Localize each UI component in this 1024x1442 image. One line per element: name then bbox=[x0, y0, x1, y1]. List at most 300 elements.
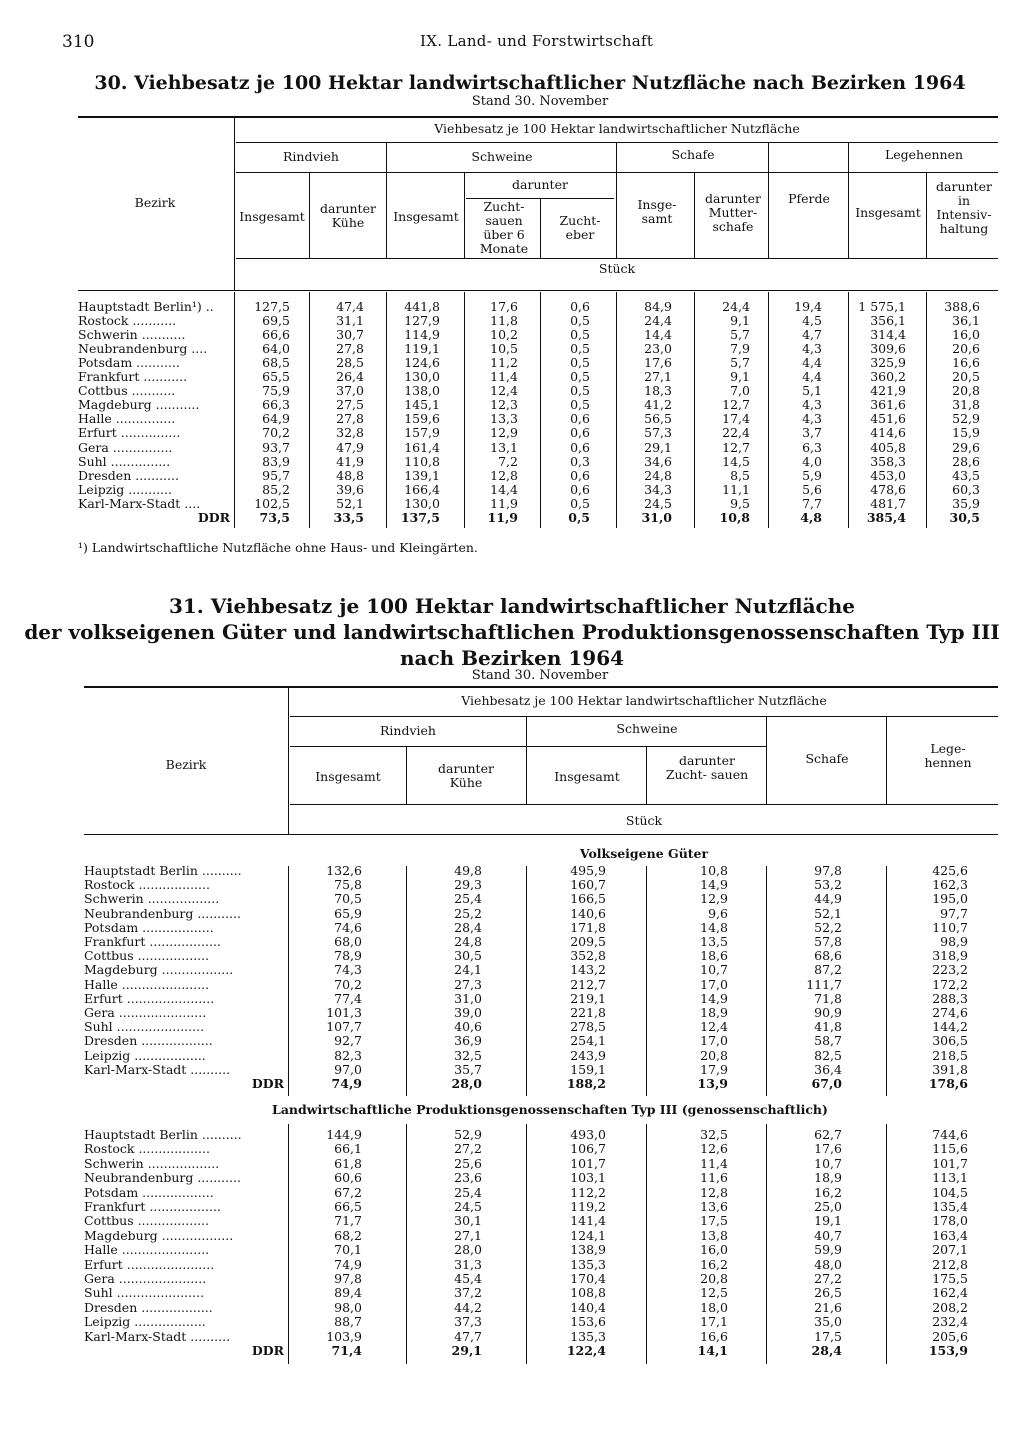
table-cell: 11,8 bbox=[490, 313, 518, 329]
row-label: Cottbus ........... bbox=[78, 384, 176, 399]
table-cell: 16,0 bbox=[700, 1242, 728, 1258]
table-cell: 34,3 bbox=[644, 481, 672, 497]
table-cell: 18,6 bbox=[700, 948, 728, 964]
table-cell: 21,6 bbox=[814, 1299, 842, 1315]
row-label: Neubrandenburg ........... bbox=[84, 906, 242, 921]
table-cell: 137,5 bbox=[400, 509, 440, 525]
table-cell: 40,6 bbox=[454, 1019, 482, 1035]
table-cell: 421,9 bbox=[870, 383, 906, 399]
table-cell: 24,1 bbox=[454, 962, 482, 978]
table-cell: 28,0 bbox=[451, 1076, 482, 1091]
table-cell: 29,6 bbox=[952, 439, 980, 455]
table-cell: 49,8 bbox=[454, 863, 482, 878]
row-label: Hauptstadt Berlin .......... bbox=[84, 864, 242, 878]
table-cell: 4,7 bbox=[802, 327, 822, 343]
table-cell: 27,8 bbox=[336, 411, 364, 427]
row-label: Gera ............... bbox=[78, 440, 173, 455]
table-cell: 11,1 bbox=[722, 481, 750, 497]
table-cell: 388,6 bbox=[944, 299, 980, 314]
table-cell: 60,3 bbox=[952, 481, 980, 497]
table31-title-line1: 31. Viehbesatz je 100 Hektar landwirtschaftlicher Nutzfläche bbox=[168, 594, 856, 618]
table-cell: 10,7 bbox=[814, 1155, 842, 1171]
table-cell: 35,9 bbox=[952, 495, 980, 511]
row-label: Dresden .................. bbox=[84, 1034, 213, 1049]
table-cell: 74,9 bbox=[334, 1256, 362, 1272]
table-cell: 23,0 bbox=[644, 341, 672, 357]
table-cell: 45,4 bbox=[454, 1271, 482, 1286]
row-label: Schwerin .................. bbox=[84, 892, 220, 907]
table-cell: 139,1 bbox=[404, 467, 440, 483]
table-cell: 0,6 bbox=[570, 425, 590, 441]
table30-subtitle: Stand 30. November bbox=[471, 94, 609, 109]
table31-rule bbox=[886, 716, 887, 804]
table-cell: 52,9 bbox=[952, 411, 980, 427]
table-cell: 78,9 bbox=[334, 948, 362, 964]
table-cell: 318,9 bbox=[932, 948, 968, 964]
table-cell: 8,5 bbox=[730, 467, 750, 483]
table-cell: 11,4 bbox=[700, 1155, 728, 1171]
table-cell: 18,3 bbox=[644, 383, 672, 399]
table-cell: 195,0 bbox=[932, 891, 968, 907]
table-cell: 41,9 bbox=[336, 453, 364, 469]
table-cell: 20,8 bbox=[700, 1047, 728, 1063]
table30-spanner: Viehbesatz je 100 Hektar landwirtschaftlicher Nutzfläche bbox=[434, 121, 800, 136]
table-cell: 140,4 bbox=[570, 1299, 606, 1315]
row-label: Dresden .................. bbox=[84, 1300, 213, 1315]
table-cell: 34,6 bbox=[644, 453, 672, 469]
table-cell: 75,9 bbox=[262, 383, 290, 399]
table-cell: 140,6 bbox=[570, 905, 606, 921]
table-cell: 24,5 bbox=[454, 1199, 482, 1214]
table-cell: 209,5 bbox=[570, 934, 606, 949]
table-cell: 0,5 bbox=[568, 509, 590, 525]
table-cell: 101,7 bbox=[932, 1155, 968, 1171]
table31-section-volkseigene-gueter: Volkseigene Güter bbox=[579, 846, 709, 861]
table-cell: 66,3 bbox=[262, 397, 290, 413]
table-cell: 56,5 bbox=[644, 411, 672, 427]
table-cell: 744,6 bbox=[932, 1127, 968, 1142]
table-cell: 25,4 bbox=[454, 891, 482, 907]
table-cell: 127,5 bbox=[254, 299, 290, 314]
table-cell: 0,3 bbox=[570, 453, 590, 469]
table-cell: 0,5 bbox=[570, 313, 590, 329]
table31-rule bbox=[290, 804, 998, 805]
table-cell: 144,9 bbox=[326, 1127, 362, 1142]
table-cell: 4,5 bbox=[802, 313, 822, 329]
table-cell: 82,3 bbox=[334, 1047, 362, 1063]
table-cell: 17,6 bbox=[814, 1141, 842, 1157]
row-label: Potsdam .................. bbox=[84, 1185, 214, 1200]
row-label: Suhl ............... bbox=[78, 454, 171, 469]
table-cell: 254,1 bbox=[570, 1033, 606, 1049]
table-cell: 32,5 bbox=[454, 1047, 482, 1063]
table-cell: 47,9 bbox=[336, 439, 364, 455]
row-label: DDR bbox=[251, 1344, 284, 1358]
table-cell: 19,1 bbox=[814, 1213, 842, 1229]
table-cell: 28,0 bbox=[454, 1242, 482, 1258]
table-cell: 110,8 bbox=[404, 453, 440, 469]
table-cell: 27,2 bbox=[814, 1271, 842, 1286]
table30-h-rindvieh-insgesamt: Insgesamt bbox=[239, 209, 305, 224]
table-cell: 70,1 bbox=[334, 1242, 362, 1258]
table-cell: 97,7 bbox=[940, 905, 968, 921]
table-cell: 4,3 bbox=[802, 411, 822, 427]
table-cell: 358,3 bbox=[870, 453, 906, 469]
table-cell: 385,4 bbox=[866, 509, 906, 525]
table-cell: 16,6 bbox=[952, 355, 980, 371]
table-cell: 274,6 bbox=[932, 1005, 968, 1020]
table-cell: 12,4 bbox=[490, 383, 518, 399]
table-cell: 17,5 bbox=[700, 1213, 728, 1229]
table-cell: 19,4 bbox=[794, 299, 822, 314]
table-cell: 31,8 bbox=[952, 397, 980, 413]
table-cell: 75,8 bbox=[334, 877, 362, 893]
table-cell: 207,1 bbox=[932, 1242, 968, 1258]
table-cell: 12,4 bbox=[700, 1019, 728, 1035]
table-cell: 29,1 bbox=[644, 439, 672, 455]
table-cell: 74,3 bbox=[334, 962, 362, 978]
table-cell: 208,2 bbox=[932, 1299, 968, 1315]
row-label: Rostock .................. bbox=[84, 878, 210, 893]
table-cell: 27,5 bbox=[336, 397, 364, 413]
table30-grp-schweine: Schweine bbox=[471, 149, 533, 164]
table-cell: 212,8 bbox=[932, 1256, 968, 1272]
row-label: Dresden ........... bbox=[78, 468, 179, 483]
row-label: Karl-Marx-Stadt .......... bbox=[84, 1329, 231, 1344]
table31-h-zuchtsauen: darunter Zucht- sauen bbox=[665, 753, 749, 782]
table-cell: 4,8 bbox=[800, 509, 822, 525]
table-cell: 18,9 bbox=[700, 1005, 728, 1020]
table-cell: 74,9 bbox=[331, 1076, 362, 1091]
table-cell: 36,9 bbox=[454, 1033, 482, 1049]
row-label: Neubrandenburg ........... bbox=[84, 1171, 242, 1186]
table-cell: 9,6 bbox=[708, 905, 728, 921]
table-cell: 143,2 bbox=[570, 962, 606, 978]
row-label: Suhl ...................... bbox=[84, 1286, 205, 1301]
table-cell: 74,6 bbox=[334, 919, 362, 935]
table-cell: 83,9 bbox=[262, 453, 290, 469]
table-cell: 160,7 bbox=[570, 877, 606, 893]
table-cell: 22,4 bbox=[722, 425, 750, 441]
row-label: Halle ............... bbox=[78, 412, 176, 427]
table-cell: 12,8 bbox=[490, 467, 518, 483]
table31-h-kuehe: darunter Kühe bbox=[438, 761, 494, 790]
table-cell: 178,0 bbox=[932, 1213, 968, 1229]
table-cell: 7,9 bbox=[730, 341, 750, 357]
table-cell: 10,8 bbox=[700, 863, 728, 878]
table-cell: 159,1 bbox=[570, 1061, 606, 1077]
table-cell: 53,2 bbox=[814, 877, 842, 893]
table-cell: 495,9 bbox=[570, 863, 606, 878]
table-cell: 12,5 bbox=[700, 1285, 728, 1301]
table-cell: 82,5 bbox=[814, 1047, 842, 1063]
table-cell: 13,3 bbox=[490, 411, 518, 427]
table-cell: 0,5 bbox=[570, 397, 590, 413]
table-cell: 101,3 bbox=[326, 1005, 362, 1020]
table-cell: 17,1 bbox=[700, 1314, 728, 1330]
table-cell: 17,6 bbox=[644, 355, 672, 371]
table-cell: 306,5 bbox=[932, 1033, 968, 1049]
table-cell: 451,6 bbox=[870, 411, 906, 427]
table-cell: 103,1 bbox=[570, 1170, 606, 1186]
table31-grp-schweine: Schweine bbox=[616, 721, 678, 736]
table-cell: 0,5 bbox=[570, 383, 590, 399]
table-cell: 18,0 bbox=[700, 1299, 728, 1315]
table-cell: 4,4 bbox=[802, 355, 822, 371]
table-cell: 28,6 bbox=[952, 453, 980, 469]
table-cell: 111,7 bbox=[806, 976, 842, 992]
table-cell: 52,1 bbox=[814, 905, 842, 921]
table31-rule bbox=[406, 746, 407, 804]
table-cell: 159,6 bbox=[404, 411, 440, 427]
table30-title: 30. Viehbesatz je 100 Hektar landwirtschaftlicher Nutzfläche nach Bezirken 1964 bbox=[94, 72, 966, 94]
row-label: Frankfurt ........... bbox=[78, 370, 188, 385]
table30-h-intensivhaltung: darunter in Intensiv- haltung bbox=[936, 179, 992, 236]
row-label: Suhl ...................... bbox=[84, 1020, 205, 1035]
table-cell: 107,7 bbox=[326, 1019, 362, 1035]
table-cell: 67,0 bbox=[811, 1076, 842, 1091]
table-cell: 325,9 bbox=[870, 355, 906, 371]
table31-subtitle: Stand 30. November bbox=[471, 668, 609, 683]
table-cell: 64,0 bbox=[262, 341, 290, 357]
table-cell: 27,1 bbox=[644, 369, 672, 385]
table-cell: 33,5 bbox=[333, 509, 364, 525]
table-cell: 87,2 bbox=[814, 962, 842, 978]
table-cell: 113,1 bbox=[932, 1170, 968, 1186]
table-cell: 58,7 bbox=[814, 1033, 842, 1049]
row-label: Leipzig ........... bbox=[78, 482, 172, 497]
table-cell: 65,5 bbox=[262, 369, 290, 385]
table31-h-schweine-insgesamt: Insgesamt bbox=[554, 769, 620, 784]
table31-rule bbox=[290, 716, 998, 717]
table31-unit: Stück bbox=[625, 813, 663, 828]
table-cell: 153,9 bbox=[928, 1343, 968, 1358]
table-cell: 453,0 bbox=[870, 467, 906, 483]
row-label: Karl-Marx-Stadt .......... bbox=[84, 1062, 231, 1077]
table-cell: 13,6 bbox=[700, 1199, 728, 1214]
row-label: Schwerin ........... bbox=[78, 328, 186, 343]
table30-h-zuchteber: Zucht- eber bbox=[559, 213, 601, 242]
table-cell: 4,3 bbox=[802, 397, 822, 413]
row-label: Cottbus .................. bbox=[84, 949, 210, 964]
table-cell: 20,8 bbox=[952, 383, 980, 399]
table-cell: 13,1 bbox=[490, 439, 518, 455]
table-cell: 108,8 bbox=[570, 1285, 606, 1301]
table-cell: 171,8 bbox=[570, 919, 606, 935]
table-cell: 10,2 bbox=[490, 327, 518, 343]
table31-stub-rule bbox=[288, 686, 289, 834]
table-cell: 14,4 bbox=[490, 481, 518, 497]
table-cell: 37,2 bbox=[454, 1285, 482, 1301]
table-cell: 92,7 bbox=[334, 1033, 362, 1049]
table-cell: 0,5 bbox=[570, 341, 590, 357]
table-cell: 13,8 bbox=[700, 1227, 728, 1243]
table-cell: 405,8 bbox=[870, 439, 906, 455]
row-label: Leipzig .................. bbox=[84, 1048, 206, 1063]
table-cell: 70,5 bbox=[334, 891, 362, 907]
table-cell: 12,7 bbox=[722, 439, 750, 455]
table31-rule bbox=[646, 746, 647, 804]
table-cell: 278,5 bbox=[570, 1019, 606, 1035]
table-cell: 162,3 bbox=[932, 877, 968, 893]
row-label: Magdeburg .................. bbox=[84, 963, 234, 978]
table31-rule bbox=[290, 746, 766, 747]
table-cell: 243,9 bbox=[570, 1047, 606, 1063]
table-cell: 24,4 bbox=[644, 313, 672, 329]
table31-grp-rindvieh: Rindvieh bbox=[380, 723, 436, 738]
table-cell: 35,0 bbox=[814, 1314, 842, 1330]
table-cell: 6,3 bbox=[802, 439, 822, 455]
table-cell: 25,2 bbox=[454, 905, 482, 921]
table31-h-rindvieh-insgesamt: Insgesamt bbox=[315, 769, 381, 784]
table-cell: 57,8 bbox=[814, 934, 842, 949]
table-cell: 85,2 bbox=[262, 481, 290, 497]
table-cell: 12,3 bbox=[490, 397, 518, 413]
row-label: Halle ...................... bbox=[84, 977, 210, 992]
table-cell: 135,3 bbox=[570, 1256, 606, 1272]
table-cell: 0,6 bbox=[570, 481, 590, 497]
table-cell: 11,2 bbox=[490, 355, 518, 371]
table-cell: 60,6 bbox=[334, 1170, 362, 1186]
table31-section-lpg-typ-iii: Landwirtschaftliche Produktionsgenossenschaften Typ III (genossenschaftlich) bbox=[272, 1102, 828, 1117]
table-cell: 9,1 bbox=[730, 369, 750, 385]
table-cell: 11,4 bbox=[490, 369, 518, 385]
table-cell: 66,6 bbox=[262, 327, 290, 343]
table-cell: 102,5 bbox=[254, 495, 290, 511]
table-cell: 43,5 bbox=[952, 467, 980, 483]
row-label: Frankfurt .................. bbox=[84, 935, 221, 949]
table-cell: 30,7 bbox=[336, 327, 364, 343]
table30-h-schafe-insgesamt: Insge- samt bbox=[637, 197, 677, 226]
table-cell: 39,6 bbox=[336, 481, 364, 497]
table30-grp-legehennen: Legehennen bbox=[884, 147, 964, 162]
table-cell: 39,0 bbox=[454, 1005, 482, 1020]
table-cell: 288,3 bbox=[932, 990, 968, 1006]
row-label: Hauptstadt Berlin¹) .. bbox=[78, 300, 214, 314]
table-cell: 5,7 bbox=[730, 355, 750, 371]
table-cell: 30,5 bbox=[454, 948, 482, 964]
table-cell: 178,6 bbox=[928, 1076, 968, 1091]
table-cell: 70,2 bbox=[262, 425, 290, 441]
table-cell: 44,2 bbox=[454, 1299, 482, 1315]
table-cell: 30,5 bbox=[949, 509, 980, 525]
table-cell: 16,0 bbox=[952, 327, 980, 343]
table-cell: 110,7 bbox=[932, 919, 968, 935]
table-cell: 14,9 bbox=[700, 990, 728, 1006]
table31-title-line2: der volkseigenen Güter und landwirtschaftlichen Produktionsgenossenschaften Typ III bbox=[24, 620, 1000, 644]
table-cell: 52,2 bbox=[814, 919, 842, 935]
table-cell: 52,1 bbox=[336, 495, 364, 511]
table-cell: 37,0 bbox=[336, 383, 364, 399]
table-cell: 219,1 bbox=[570, 990, 606, 1006]
table-cell: 356,1 bbox=[870, 313, 906, 329]
table-cell: 5,6 bbox=[802, 481, 822, 497]
row-label: Magdeburg .................. bbox=[84, 1228, 234, 1243]
table-cell: 4,0 bbox=[802, 453, 822, 469]
table-cell: 18,9 bbox=[814, 1170, 842, 1186]
table-cell: 112,2 bbox=[570, 1184, 606, 1200]
table-cell: 27,1 bbox=[454, 1227, 482, 1243]
table-cell: 314,4 bbox=[870, 327, 906, 343]
table-cell: 14,9 bbox=[700, 877, 728, 893]
table-cell: 12,9 bbox=[490, 425, 518, 441]
row-label: Gera ...................... bbox=[84, 1006, 207, 1020]
table-cell: 16,2 bbox=[700, 1256, 728, 1272]
table30-col-bezirk: Bezirk bbox=[134, 195, 176, 210]
table30-rule bbox=[540, 198, 541, 258]
table-cell: 166,5 bbox=[570, 891, 606, 907]
table-cell: 26,5 bbox=[814, 1285, 842, 1301]
table-cell: 14,1 bbox=[697, 1343, 728, 1358]
table-cell: 5,9 bbox=[802, 467, 822, 483]
table30-h-legehennen-insgesamt: Insgesamt bbox=[855, 205, 921, 220]
table-cell: 115,6 bbox=[932, 1141, 968, 1157]
table-cell: 7,7 bbox=[802, 495, 822, 511]
table-cell: 25,6 bbox=[454, 1155, 482, 1171]
table30-h-pferde: Pferde bbox=[788, 191, 830, 206]
table30-h-mutterschafe: darunter Mutter- schafe bbox=[705, 191, 761, 234]
table30-h-zuchtsauen: Zucht- sauen über 6 Monate bbox=[479, 199, 529, 256]
table-cell: 25,0 bbox=[814, 1199, 842, 1214]
table-cell: 24,8 bbox=[454, 934, 482, 949]
table-cell: 130,0 bbox=[404, 369, 440, 385]
table-cell: 9,5 bbox=[730, 495, 750, 511]
row-label: Rostock ........... bbox=[78, 314, 177, 329]
table-cell: 32,5 bbox=[700, 1127, 728, 1142]
table-cell: 11,6 bbox=[700, 1170, 728, 1186]
row-label: Erfurt ............... bbox=[78, 426, 181, 441]
table-cell: 0,5 bbox=[570, 327, 590, 343]
table-cell: 162,4 bbox=[932, 1285, 968, 1301]
table-cell: 163,4 bbox=[932, 1227, 968, 1243]
table-cell: 138,0 bbox=[404, 383, 440, 399]
table-cell: 10,7 bbox=[700, 962, 728, 978]
table-cell: 11,9 bbox=[487, 509, 518, 525]
row-label: Erfurt ...................... bbox=[84, 991, 215, 1006]
table-cell: 69,5 bbox=[262, 313, 290, 329]
table-cell: 10,8 bbox=[719, 509, 750, 525]
table-cell: 89,4 bbox=[334, 1285, 362, 1301]
row-label: Potsdam ........... bbox=[78, 356, 180, 371]
row-label: Rostock .................. bbox=[84, 1142, 210, 1157]
table-cell: 68,6 bbox=[814, 948, 842, 964]
table-cell: 17,4 bbox=[722, 411, 750, 427]
table-cell: 70,2 bbox=[334, 976, 362, 992]
table-cell: 48,0 bbox=[814, 1256, 842, 1272]
table-cell: 9,1 bbox=[730, 313, 750, 329]
table-cell: 31,0 bbox=[641, 509, 672, 525]
row-label: Leipzig .................. bbox=[84, 1315, 206, 1330]
table-cell: 90,9 bbox=[814, 1005, 842, 1020]
table-cell: 124,1 bbox=[570, 1227, 606, 1243]
table-cell: 95,7 bbox=[262, 467, 290, 483]
row-label: Halle ...................... bbox=[84, 1243, 210, 1258]
table30-grp-schafe: Schafe bbox=[671, 147, 715, 162]
row-label: Hauptstadt Berlin .......... bbox=[84, 1128, 242, 1142]
table-cell: 27,2 bbox=[454, 1141, 482, 1157]
table-cell: 47,7 bbox=[454, 1328, 482, 1344]
table-cell: 161,4 bbox=[404, 439, 440, 455]
table-cell: 414,6 bbox=[870, 425, 906, 441]
running-title: IX. Land- und Forstwirtschaft bbox=[420, 32, 654, 50]
table-cell: 205,6 bbox=[932, 1328, 968, 1344]
table-cell: 88,7 bbox=[334, 1314, 362, 1330]
table-cell: 4,3 bbox=[802, 341, 822, 357]
table-cell: 31,3 bbox=[454, 1256, 482, 1272]
table-cell: 175,5 bbox=[932, 1271, 968, 1286]
table-cell: 16,2 bbox=[814, 1184, 842, 1200]
table-cell: 141,4 bbox=[570, 1213, 606, 1229]
